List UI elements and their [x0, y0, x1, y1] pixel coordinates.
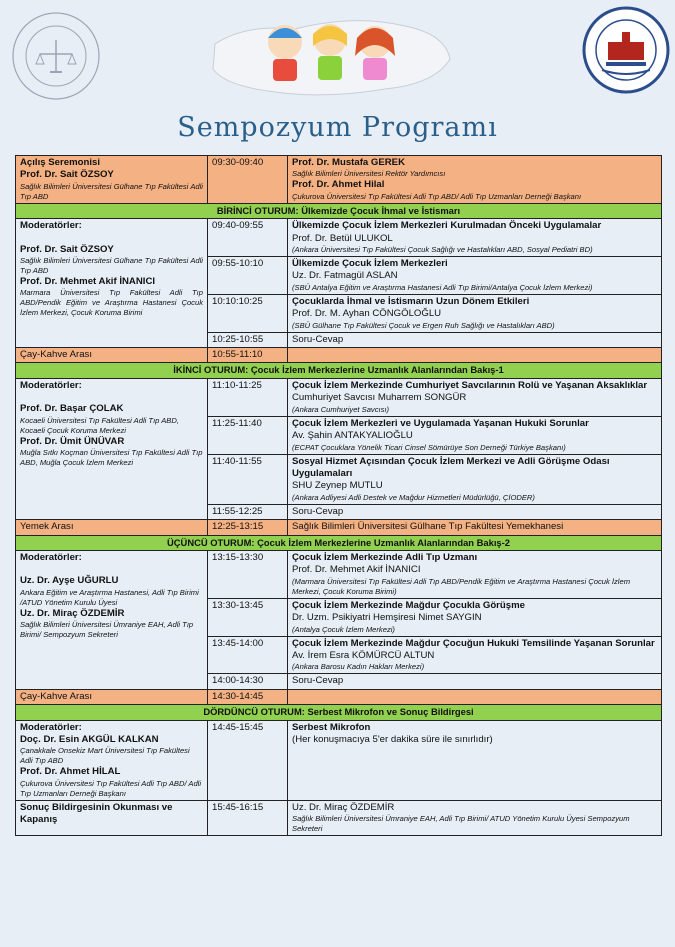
qa-time: 11:55-12:25	[208, 504, 288, 519]
opening-speaker1-affiliation: Sağlık Bilimleri Üniversitesi Rektör Yardımcısı	[292, 169, 446, 179]
children-illustration-icon	[205, 4, 455, 104]
session2-talk-row	[16, 378, 662, 416]
session4-moderator1-name: Doç. Dr. Esin AKGÜL KALKAN	[20, 734, 159, 745]
session1-moderators-cell	[16, 219, 208, 348]
closing-speaker: Uz. Dr. Miraç ÖZDEMİR	[292, 801, 395, 813]
talk-time: 13:30-13:45	[208, 598, 288, 636]
session3-moderator2-name: Uz. Dr. Miraç ÖZDEMİR	[20, 607, 125, 619]
association-seal-icon	[10, 10, 102, 102]
session4-moderators-cell	[16, 720, 208, 800]
session3-moderator1-name: Uz. Dr. Ayşe UĞURLU	[20, 575, 119, 587]
session4-row	[16, 720, 662, 800]
session3-moderator1-affiliation: Ankara Eğitim ve Araştırma Hastanesi, Adli Tıp Birimi /ATUD Yönetim Kurulu Üyesi	[20, 587, 199, 607]
talk-cell	[288, 257, 662, 295]
talk-speaker: SHU Zeynep MUTLU	[292, 480, 383, 492]
lunch-place: Sağlık Bilimleri Üniversitesi Gülhane Tıp Fakültesi Yemekhanesi	[288, 520, 662, 535]
session1-moderator1-affiliation: Sağlık Bilimleri Üniversitesi Gülhane Tıp Fakültesi Adli Tıp ABD	[20, 256, 203, 276]
page-title: Sempozyum Programı	[177, 112, 498, 143]
talk-time: 13:45-14:00	[208, 636, 288, 674]
talk-time: 09:55-10:10	[208, 257, 288, 295]
opening-row	[16, 156, 662, 204]
opening-speaker2-name: Prof. Dr. Ahmet Hilal	[292, 179, 385, 191]
session4-moderator2-affiliation: Çukurova Üniversitesi Tıp Fakültesi Adli Tıp ABD/ Adli Tıp Uzmanları Derneği Başkanı	[20, 778, 202, 798]
closing-label: Sonuç Bildirgesinin Okunması ve Kapanış	[16, 800, 208, 835]
talk-title: Çocuk İzlem Merkezinde Adli Tıp Uzmanı	[292, 551, 478, 563]
session4-moderators-label: Moderatörler:	[20, 721, 82, 733]
opening-host-affiliation: Sağlık Bilimleri Üniversitesi Gülhane Tıp Fakültesi Adli Tıp ABD	[20, 181, 203, 201]
talk-time: 11:40-11:55	[208, 454, 288, 504]
talk-cell	[288, 416, 662, 454]
session4-time: 14:45-15:45	[208, 720, 288, 800]
session2-moderator2-name: Prof. Dr. Ümit ÜNÜVAR	[20, 435, 125, 447]
session3-moderators-cell	[16, 550, 208, 689]
session2-moderator1-name: Prof. Dr. Başar ÇOLAK	[20, 403, 124, 415]
session1-moderator1-name: Prof. Dr. Sait ÖZSOY	[20, 243, 114, 255]
break2-row	[16, 689, 662, 704]
opening-host-name: Prof. Dr. Sait ÖZSOY	[20, 169, 114, 181]
break1-row	[16, 348, 662, 363]
session3-header: ÜÇÜNCÜ OTURUM: Çocuk İzlem Merkezlerine Uzmanlık Alanlarından Bakış-2	[16, 535, 662, 550]
session1-header-row	[16, 203, 662, 218]
talk-time: 10:10:10:25	[208, 294, 288, 332]
talk-affiliation: (SBÜ Antalya Eğitim ve Araştırma Hastanesi Adli Tıp Birimi/Antalya Çocuk İzlem Merkezi)	[292, 282, 593, 292]
university-logo-icon	[582, 6, 670, 94]
talk-time: 11:25-11:40	[208, 416, 288, 454]
talk-title: Çocuk İzlem Merkezleri ve Uygulamada Yaşanan Hukuki Sorunlar	[292, 417, 589, 429]
session4-description: (Her konuşmacıya 5'er dakika süre ile sınırlıdır)	[292, 734, 493, 745]
break-label: Çay-Kahve Arası	[16, 348, 208, 363]
talk-title: Ülkemizde Çocuk İzlem Merkezleri Kurulmadan Önceki Uygulamalar	[292, 220, 602, 232]
session2-moderator1-affiliation: Kocaeli Üniversitesi Tıp Fakültesi Adli Tıp ABD, Kocaeli Çocuk Koruma Merkezi	[20, 415, 179, 435]
opening-time: 09:30-09:40	[208, 156, 288, 204]
talk-speaker: Cumhuriyet Savcısı Muharrem SONGÜR	[292, 392, 467, 404]
talk-affiliation: (Marmara Üniversitesi Tıp Fakültesi Adli Tıp ABD/Pendik Eğitim ve Araştırma Hastanesi Çocuk İzlem Merkezi, Çocuk Koruma Birimi)	[292, 576, 631, 596]
talk-time: 11:10-11:25	[208, 378, 288, 416]
session2-moderators-label: Moderatörler:	[20, 379, 82, 391]
talk-speaker: Av. Şahin ANTAKYALIOĞLU	[292, 430, 413, 442]
session4-cell	[288, 720, 662, 800]
talk-title: Sosyal Hizmet Açısından Çocuk İzlem Merkezi ve Adli Görüşme Odası Uygulamaları	[292, 455, 610, 479]
break-time: 10:55-11:10	[208, 348, 288, 363]
session2-header-row	[16, 363, 662, 378]
session1-moderators-label: Moderatörler:	[20, 220, 82, 232]
session1-moderator2-name: Prof. Dr. Mehmet Akif İNANICI	[20, 276, 156, 288]
talk-time: 09:40-09:55	[208, 219, 288, 257]
talk-affiliation: (Ankara Üniversitesi Tıp Fakültesi Çocuk Sağlığı ve Hastalıkları ABD, Sosyal Pediatri BD)	[292, 245, 593, 255]
talk-cell	[288, 378, 662, 416]
talk-affiliation: (ECPAT Çocuklara Yönelik Ticari Cinsel Sömürüye Son Derneği Türkiye Başkanı)	[292, 442, 566, 452]
session4-header-row	[16, 705, 662, 720]
closing-cell	[288, 800, 662, 835]
talk-speaker: Dr. Uzm. Psikiyatri Hemşiresi Nimet SAYGIN	[292, 612, 482, 624]
closing-row	[16, 800, 662, 835]
talk-speaker: Prof. Dr. M. Ayhan CÖNGÖLOĞLU	[292, 308, 442, 320]
session4-moderator1-affiliation: Çanakkale Onsekiz Mart Üniversitesi Tıp Fakültesi Adli Tıp ABD	[20, 746, 190, 766]
closing-time: 15:45-16:15	[208, 800, 288, 835]
session1-header: BİRİNCİ OTURUM: Ülkemizde Çocuk İhmal ve İstismarı	[16, 203, 662, 218]
opening-speaker2-affiliation: Çukurova Üniversitesi Tıp Fakültesi Adli Tıp ABD/ Adli Tıp Uzmanları Derneği Başkanı	[292, 191, 582, 201]
qa-label: Soru-Cevap	[288, 504, 662, 519]
talk-affiliation: (Ankara Adliyesi Adli Destek ve Mağdur Hizmetleri Müdürlüğü, ÇİODER)	[292, 492, 535, 502]
opening-speakers-cell	[288, 156, 662, 204]
talk-cell	[288, 636, 662, 674]
talk-cell	[288, 454, 662, 504]
session2-header: İKİNCİ OTURUM: Çocuk İzlem Merkezlerine Uzmanlık Alanlarından Bakış-1	[16, 363, 662, 378]
talk-title: Çocuk İzlem Merkezinde Cumhuriyet Savcılarının Rolü ve Yaşanan Aksaklıklar	[292, 379, 648, 391]
opening-left-cell	[16, 156, 208, 204]
session1-talk-row	[16, 219, 662, 257]
talk-speaker: Uz. Dr. Fatmagül ASLAN	[292, 270, 398, 282]
session4-header: DÖRDÜNCÜ OTURUM: Serbest Mikrofon ve Sonuç Bildirgesi	[16, 705, 662, 720]
talk-affiliation: (SBÜ Gülhane Tıp Fakültesi Çocuk ve Ergen Ruh Sağlığı ve Hastalıkları ABD)	[292, 320, 555, 330]
session2-moderator2-affiliation: Muğla Sıtkı Koçman Üniversitesi Tıp Fakültesi Adli Tıp ABD, Muğla Çocuk İzlem Merkezi	[20, 448, 203, 468]
talk-title: Ülkemizde Çocuk İzlem Merkezleri	[292, 258, 448, 270]
page-header	[0, 0, 675, 150]
qa-time: 14:00-14:30	[208, 674, 288, 689]
session4-moderator2-name: Prof. Dr. Ahmet HİLAL	[20, 766, 121, 778]
qa-label: Soru-Cevap	[288, 332, 662, 347]
session3-moderators-label: Moderatörler:	[20, 551, 82, 563]
talk-title: Çocuk İzlem Merkezinde Mağdur Çocukla Görüşme	[292, 599, 525, 611]
lunch-label: Yemek Arası	[16, 520, 208, 535]
session3-header-row	[16, 535, 662, 550]
talk-cell	[288, 550, 662, 598]
talk-cell	[288, 294, 662, 332]
session3-talk-row	[16, 550, 662, 598]
session1-moderator2-affiliation: Marmara Üniversitesi Tıp Fakültesi Adli Tıp ABD/Pendik Eğitim ve Araştırma Hastanesi Çocuk İzlem Merkezi, Çocuk Koruma Birimi	[20, 288, 203, 318]
talk-cell	[288, 219, 662, 257]
lunch-row	[16, 520, 662, 535]
talk-affiliation: (Ankara Cumhuriyet Savcısı)	[292, 404, 390, 414]
break-label: Çay-Kahve Arası	[16, 689, 208, 704]
program-table	[15, 155, 662, 836]
talk-speaker: Av. İrem Esra KÖMÜRCÜ ALTUN	[292, 649, 435, 661]
session4-title: Serbest Mikrofon	[292, 721, 371, 733]
talk-title: Çocuklarda İhmal ve İstismarın Uzun Dönem Etkileri	[292, 295, 530, 307]
talk-speaker: Prof. Dr. Mehmet Akif İNANICI	[292, 564, 421, 576]
closing-affiliation: Sağlık Bilimleri Üniversitesi Ümraniye EAH, Adli Tıp Birimi/ ATUD Yönetim Kurulu Üyesi Sempozyum Sekreteri	[292, 814, 630, 834]
talk-title: Çocuk İzlem Merkezinde Mağdur Çocuğun Hukuki Temsilinde Yaşanan Sorunlar	[292, 637, 655, 649]
opening-speaker1-name: Prof. Dr. Mustafa GEREK	[292, 157, 406, 168]
talk-time: 13:15-13:30	[208, 550, 288, 598]
session2-moderators-cell	[16, 378, 208, 519]
qa-label: Soru-Cevap	[288, 674, 662, 689]
break-time: 14:30-14:45	[208, 689, 288, 704]
qa-time: 10:25-10:55	[208, 332, 288, 347]
talk-speaker: Prof. Dr. Betül ULUKOL	[292, 232, 393, 244]
opening-title: Açılış Seremonisi	[20, 157, 100, 168]
session3-moderator2-affiliation: Sağlık Bilimleri Üniversitesi Ümraniye EAH, Adli Tıp Birimi/ Sempozyum Sekreteri	[20, 620, 194, 640]
talk-affiliation: (Antalya Çocuk İzlem Merkezi)	[292, 624, 395, 634]
talk-affiliation: (Ankara Barosu Kadın Hakları Merkezi)	[292, 662, 425, 672]
talk-cell	[288, 598, 662, 636]
lunch-time: 12:25-13:15	[208, 520, 288, 535]
